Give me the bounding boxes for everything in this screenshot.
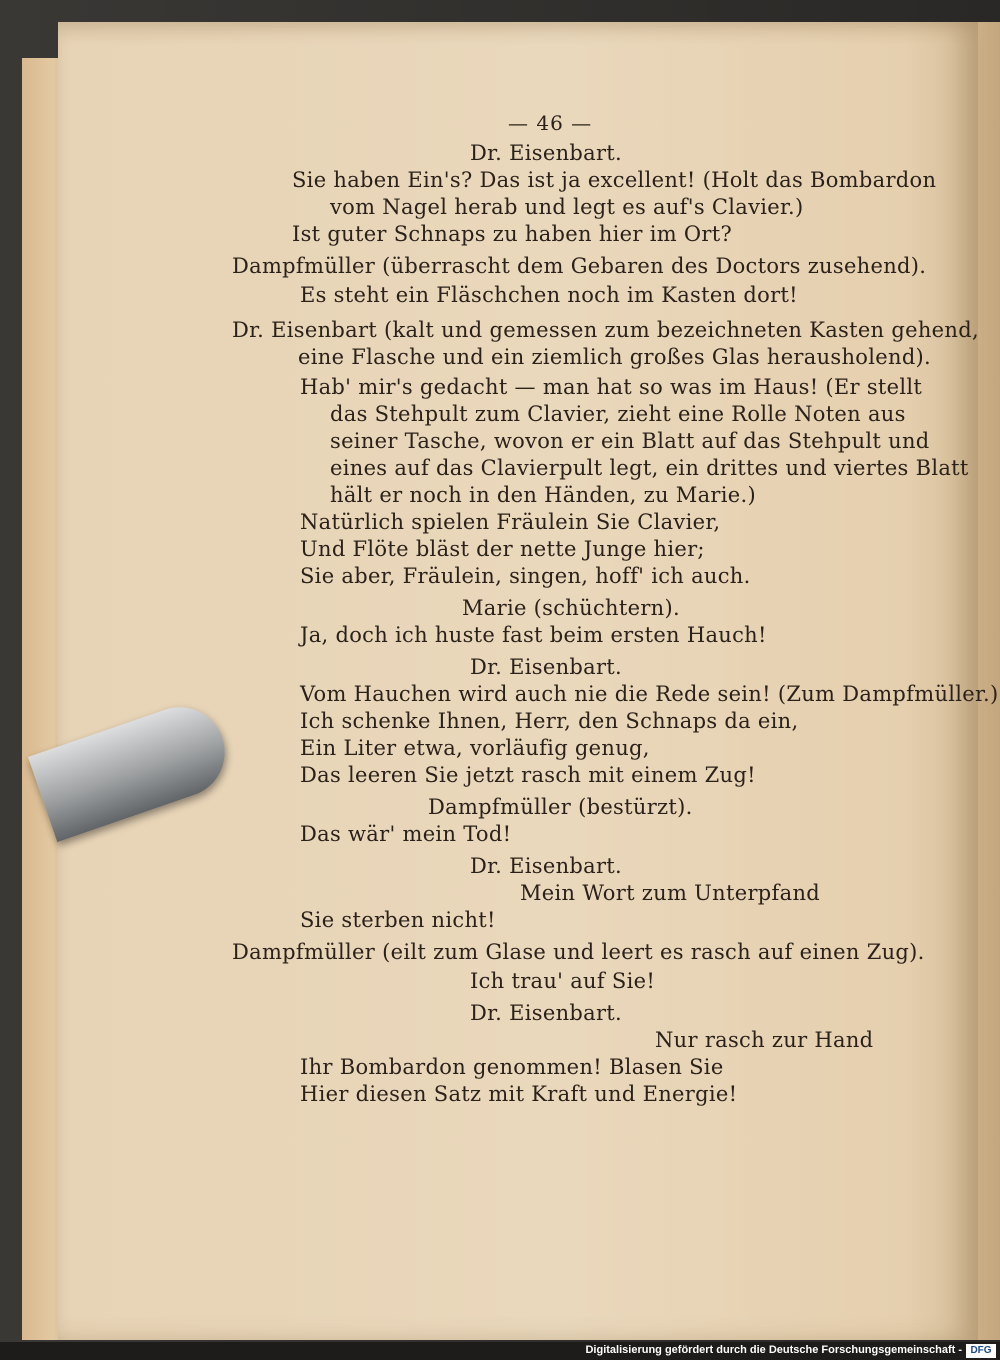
- dfg-logo-icon: DFG: [966, 1344, 996, 1358]
- text-line: Sie aber, Fräulein, singen, hoff' ich auch.: [300, 564, 751, 588]
- text-line: Ein Liter etwa, vorläufig genug,: [300, 736, 650, 760]
- transparent-bookmark: [28, 695, 237, 842]
- speaker-heading: Dr. Eisenbart.: [470, 141, 623, 165]
- book-page: [58, 22, 999, 1340]
- page-number: — 46 —: [508, 111, 593, 135]
- text-line: Mein Wort zum Unterpfand: [520, 881, 821, 905]
- text-line: Ich schenke Ihnen, Herr, den Schnaps da ein,: [300, 709, 799, 733]
- text-line: Dampfmüller (eilt zum Glase und leert es rasch auf einen Zug).: [232, 940, 925, 964]
- text-line: Es steht ein Fläschchen noch im Kasten dort!: [300, 283, 798, 307]
- text-line: eines auf das Clavierpult legt, ein drittes und viertes Blatt: [330, 456, 969, 480]
- text-line: das Stehpult zum Clavier, zieht eine Rolle Noten aus: [330, 402, 906, 426]
- text-line: Vom Hauchen wird auch nie die Rede sein! (Zum Dampfmüller.): [300, 682, 999, 706]
- text-line: Hier diesen Satz mit Kraft und Energie!: [300, 1082, 738, 1106]
- text-line: Nur rasch zur Hand: [655, 1028, 874, 1052]
- speaker-heading: Dr. Eisenbart.: [470, 655, 623, 679]
- text-line: Sie sterben nicht!: [300, 908, 496, 932]
- text-line: vom Nagel herab und legt es auf's Clavier.): [330, 195, 804, 219]
- text-line: Sie haben Ein's? Das ist ja excellent! (Holt das Bombardon: [292, 168, 937, 192]
- text-line: Das wär' mein Tod!: [300, 822, 512, 846]
- text-line: Dampfmüller (überrascht dem Gebaren des Doctors zusehend).: [232, 254, 927, 278]
- text-line: Hab' mir's gedacht — man hat so was im Haus! (Er stellt: [300, 375, 923, 399]
- footer-credit: Digitalisierung gefördert durch die Deutsche Forschungsgemeinschaft -: [585, 1344, 962, 1356]
- speaker-heading: Dr. Eisenbart.: [470, 854, 623, 878]
- text-line: Ja, doch ich huste fast beim ersten Hauch!: [300, 623, 767, 647]
- text-line: eine Flasche und ein ziemlich großes Glas herausholend).: [298, 345, 932, 369]
- speaker-heading: Dampfmüller (bestürzt).: [428, 795, 693, 819]
- text-line: Und Flöte bläst der nette Junge hier;: [300, 537, 705, 561]
- text-line: Natürlich spielen Fräulein Sie Clavier,: [300, 510, 721, 534]
- text-line: Ist guter Schnaps zu haben hier im Ort?: [292, 222, 733, 246]
- speaker-heading: Marie (schüchtern).: [462, 596, 680, 620]
- text-line: Dr. Eisenbart (kalt und gemessen zum bezeichneten Kasten gehend,: [232, 318, 979, 342]
- text-line: Das leeren Sie jetzt rasch mit einem Zug!: [300, 763, 756, 787]
- text-line: Ihr Bombardon genommen! Blasen Sie: [300, 1055, 724, 1079]
- digitization-footer: [0, 1342, 1000, 1360]
- text-line: hält er noch in den Händen, zu Marie.): [330, 483, 756, 507]
- speaker-heading: Dr. Eisenbart.: [470, 1001, 623, 1025]
- text-line: seiner Tasche, wovon er ein Blatt auf das Stehpult und: [330, 429, 930, 453]
- text-line: Ich trau' auf Sie!: [470, 969, 656, 993]
